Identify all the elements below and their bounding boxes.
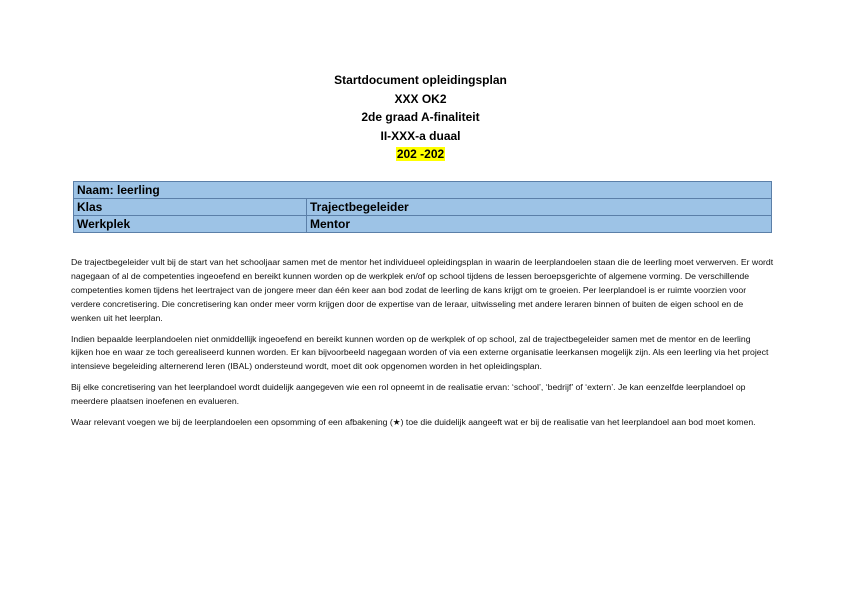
table-row-name [74,182,772,199]
title-block [0,71,841,164]
paragraph-alternatives: Indien bepaalde leerplandoelen niet onmiddellijk ingeoefend en bereikt kunnen worden op de werkplek of op school, zal de trajectbegeleider samen met de mentor en de leerling kijken hoe en waar ze toch gerealiseerd kunnen worden. Er kan bijvoorbeeld nagegaan worden of via een externe organisatie leerkansen mogelijk zijn. Als een leerling via het project intensieve begeleiding alternerend leren (IBAL) ondersteund wordt, moet dit ook opgenomen worden in het opleidingsplan. [71,333,769,372]
paragraph-roles: Bij elke concretisering van het leerplandoel wordt duidelijk aangegeven wie een rol opneemt in de realisatie ervan: ‘school’, ‘bedrijf’ of ‘extern’. Je kan eenzelfde leerplandoel op meerdere plaatsen inoefenen en evalueren. [71,382,746,407]
paragraph-intro: De trajectbegeleider vult bij de start van het schooljaar samen met de mentor het individueel opleidingsplan in waarin de leerplandoelen staan die de leerling moet verwerven. Er wordt nagegaan of al de competenties ingeoefend en bereikt kunnen worden op de werkplek en/of op school tijdens de lessen beroepsgerichte of algemene vorming. De verschillende competenties komen tijdens het leertraject van de jongere meer dan één keer aan bod zodat de leerling de kans krijgt om te groeien. Per leerplandoel is er ruimte voorzien voor verdere concretisering. Die concretisering kan onder meer vorm krijgen door de expertise van de leraar, uitwisseling met andere leraren binnen of buiten de eigen school en de wenken uit het leerplan. [71,257,774,323]
class-cell[interactable]: Klas [74,199,307,216]
grade-finality: 2de graad A-finaliteit [361,110,480,124]
paragraph-star-note: Waar relevant voegen we bij de leerplandoelen een opsomming of een afbakening (★) toe die duidelijk aangeeft wat er bij de realisatie van het leerplandoel aan bod moet komen. [71,417,756,428]
document-title: Startdocument opleidingsplan [334,73,507,87]
program-code: II-XXX-a duaal [380,128,461,143]
course-code: XXX OK2 [394,91,447,106]
table-row-class [74,199,772,216]
student-info-table [73,181,772,233]
workplace-cell[interactable]: Werkplek [74,216,307,233]
school-year-line [0,145,841,164]
mentor-cell[interactable]: Mentor [307,216,772,233]
school-year: 202 -202 [396,147,445,161]
trajectory-supervisor-cell[interactable]: Trajectbegeleider [307,199,772,216]
body-text [71,256,775,437]
student-name-cell[interactable]: Naam: leerling [74,182,772,199]
table-row-workplace [74,216,772,233]
